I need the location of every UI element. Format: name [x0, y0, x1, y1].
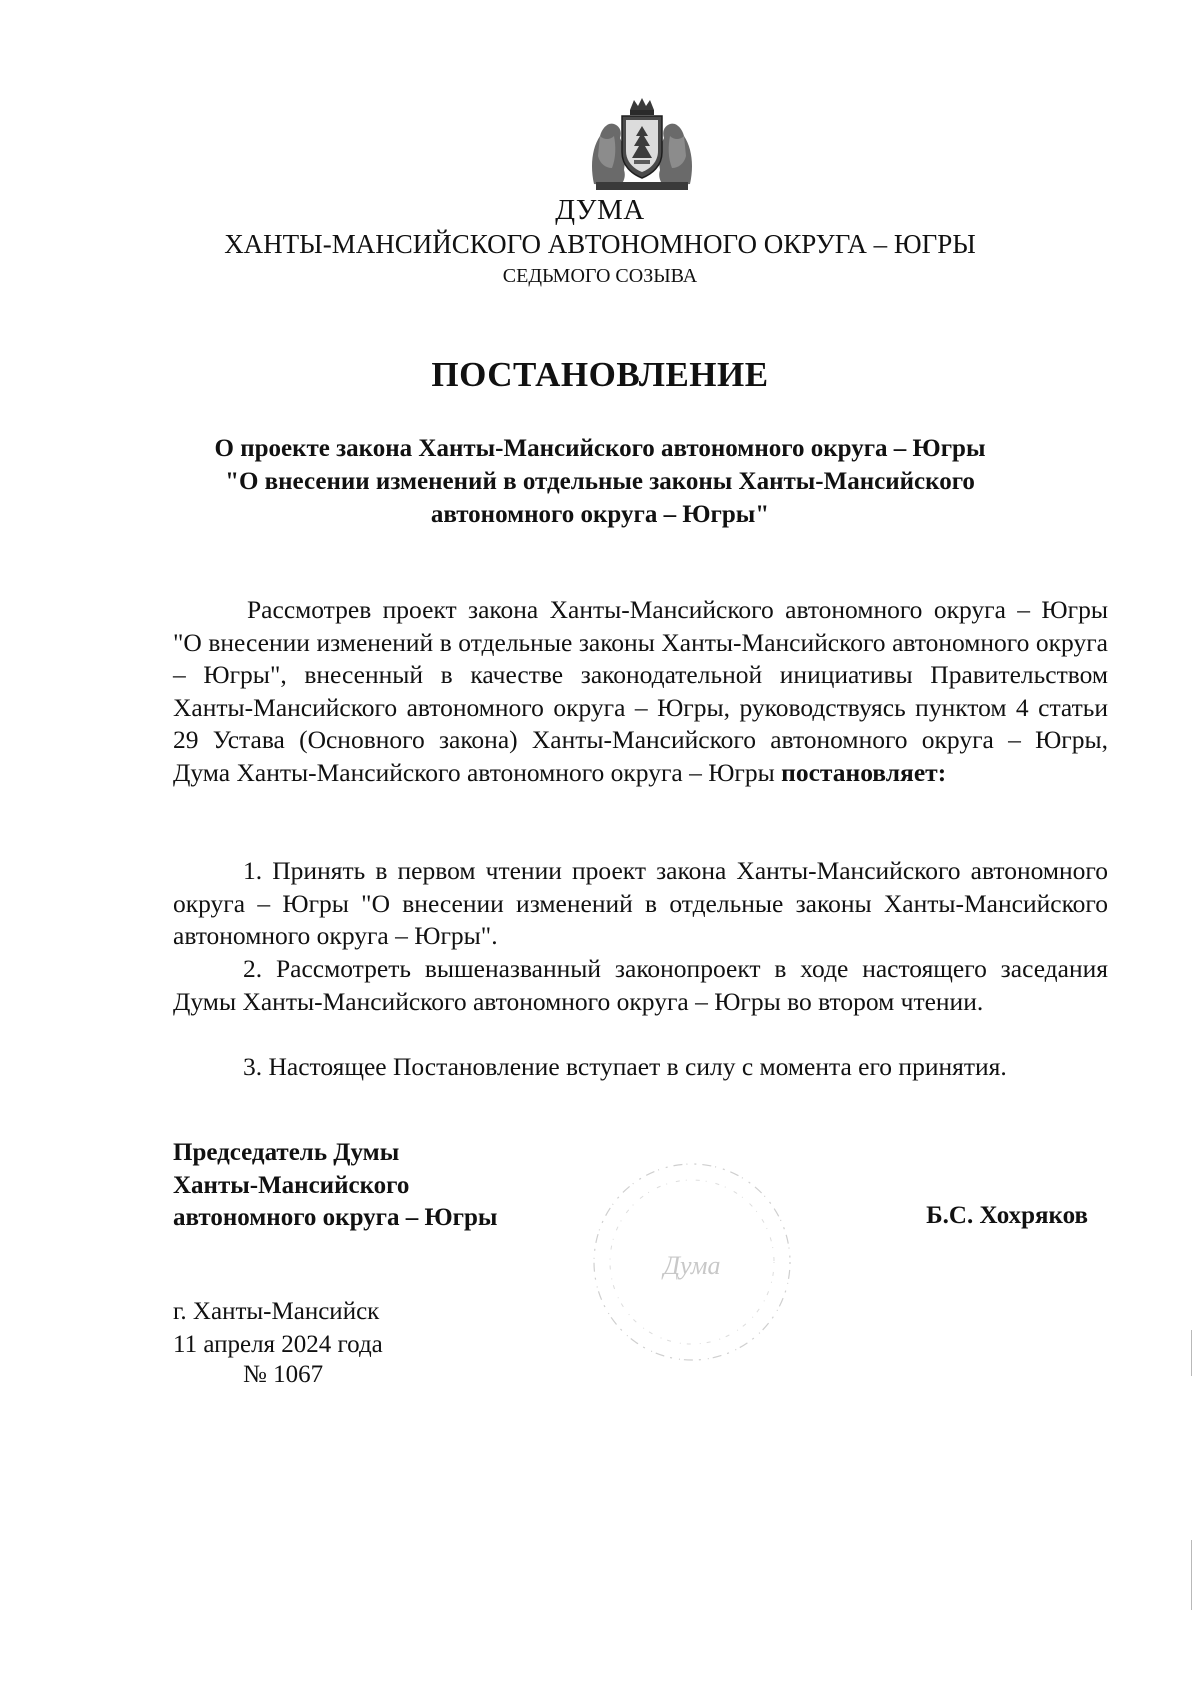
subject-line-3: автономного округа – Югры" — [430, 501, 770, 528]
preamble-text: Рассмотрев проект закона Ханты-Мансийского автономного округа – Югры "О внесении изменений в отдельные законы Ханты-Мансийского автономного округа – Югры", внесенный в качестве законодательной инициативы Правительством Ханты-Мансийского автономного округа – Югры, руководствуясь пунктом 4 статьи 29 Устава (Основного закона) Ханты-Мансийского автономного округа – Югры, Дума Ханты-Мансийского автономного округа – Югры — [173, 595, 1108, 787]
subject-line-2: "О внесении изменений в отдельные законы Ханты-Мансийского — [225, 468, 975, 495]
signatory-title-line-3: автономного округа – Югры — [173, 1204, 498, 1231]
signatory-title — [173, 1137, 497, 1235]
svg-text:Дума: Дума — [663, 1251, 721, 1280]
date: 11 апреля 2024 года — [173, 1330, 383, 1358]
convocation-label: СЕДЬМОГО СОЗЫВА — [502, 265, 698, 287]
coat-of-arms-icon — [586, 96, 698, 192]
place: г. Ханты-Мансийск — [173, 1298, 380, 1325]
scan-edge-mark — [1191, 1540, 1192, 1610]
document-subject — [150, 432, 1050, 531]
document-type: ПОСТАНОВЛЕНИЕ — [431, 355, 769, 394]
decree-word: постановляет: — [781, 757, 947, 787]
decision-item-1: 1. Принять в первом чтении проект закона Ханты-Мансийского автономного округа – Югры "О внесении изменений в отдельные законы Ханты-Мансийского автономного округа – Югры". — [173, 856, 1108, 950]
decision-item-2: 2. Рассмотреть вышеназванный законопроект в ходе настоящего заседания Думы Ханты-Мансийского автономного округа – Югры во втором чтении. — [173, 954, 1108, 1016]
place-and-date — [173, 1296, 383, 1361]
signatory-title-line-2: Ханты-Мансийского — [173, 1171, 410, 1199]
subject-line-1: О проекте закона Ханты-Мансийского автономного округа – Югры — [214, 435, 986, 462]
decision-item-3: 3. Настоящее Постановление вступает в силу с момента его принятия. — [243, 1052, 1007, 1081]
registration-number: № 1067 — [243, 1361, 324, 1388]
organ-name: ДУМА — [555, 194, 645, 226]
signatory-title-line-1: Председатель Думы — [173, 1139, 400, 1166]
signatory-name: Б.С. Хохряков — [926, 1202, 1088, 1229]
preamble-paragraph — [173, 594, 1108, 789]
seal-stamp — [580, 1152, 800, 1372]
region-name: ХАНТЫ-МАНСИЙСКОГО АВТОНОМНОГО ОКРУГА – ЮГРЫ — [224, 229, 976, 259]
scan-edge-mark — [1191, 1330, 1192, 1376]
